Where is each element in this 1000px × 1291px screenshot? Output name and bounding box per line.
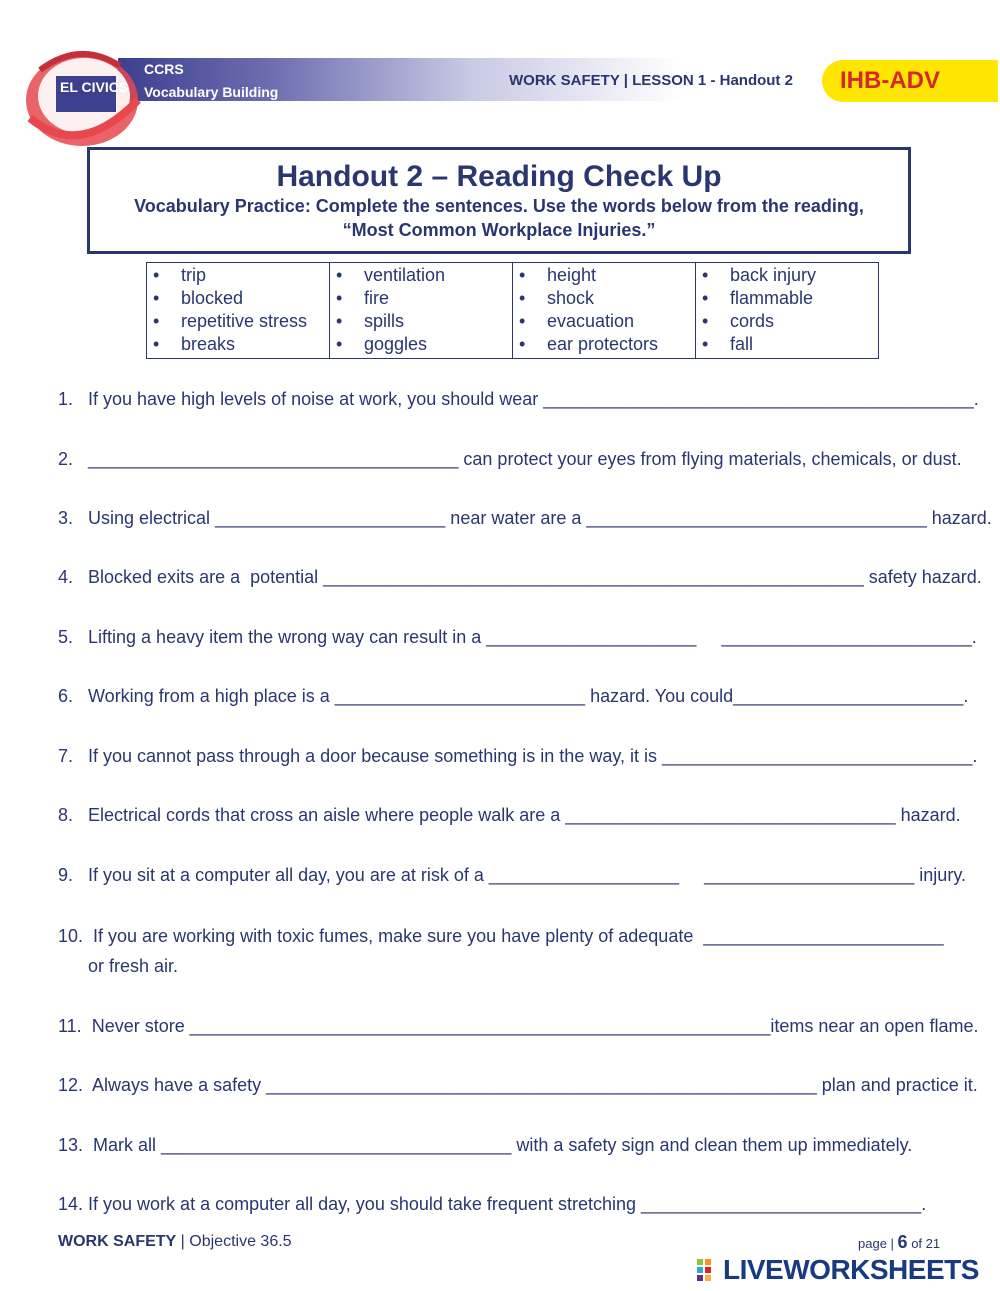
liveworksheets-text: LIVEWORKSHEETS <box>723 1254 979 1285</box>
page-label: page <box>858 1236 887 1251</box>
page-number: 6 <box>897 1232 908 1252</box>
question-6[interactable]: 6. Working from a high place is a _________________________ hazard. You could_______________________. <box>58 686 969 706</box>
question-13[interactable]: 13. Mark all ___________________________________ with a safety sign and clean them up immediately. <box>58 1135 913 1155</box>
question-10[interactable]: 10. If you are working with toxic fumes, make sure you have plenty of adequate ________________________ <box>58 926 944 946</box>
word-bank-item: • spills <box>336 310 512 333</box>
word-bank-column <box>147 263 330 359</box>
question-3[interactable]: 3. Using electrical _______________________ near water are a __________________________________ hazard. <box>58 508 992 528</box>
word-bank-item: • ear protectors <box>519 333 695 356</box>
footer-objective: Objective 36.5 <box>189 1233 292 1250</box>
word-bank-item: • height <box>519 264 695 287</box>
handout-title: Handout 2 – Reading Check Up <box>276 160 722 193</box>
instruction-line-1: Vocabulary Practice: Complete the sentences. Use the words below from the reading, <box>134 196 864 216</box>
word-bank-item: • blocked <box>153 287 329 310</box>
instruction-line-2: “Most Common Workplace Injuries.” <box>342 220 656 240</box>
word-bank-item: • fall <box>702 333 878 356</box>
word-bank-item: • back injury <box>702 264 878 287</box>
footer-topic: WORK SAFETY | Objective 36.5 <box>58 1233 292 1250</box>
question-11[interactable]: 11. Never store __________________________________________________________items near an open flame. <box>58 1016 979 1036</box>
question-2[interactable]: 2. _____________________________________ can protect your eyes from flying materials, chemicals, or dust. <box>58 449 962 469</box>
question-7[interactable]: 7. If you cannot pass through a door because something is in the way, it is _______________________________. <box>58 746 978 766</box>
lesson-title: WORK SAFETY | LESSON 1 - Handout 2 <box>509 72 793 89</box>
word-bank-item: • breaks <box>153 333 329 356</box>
word-bank-column <box>696 263 879 359</box>
question-5[interactable]: 5. Lifting a heavy item the wrong way can result in a _____________________ _________________________. <box>58 627 977 647</box>
level-text: IHB-ADV <box>840 67 940 94</box>
el-civics-logo <box>20 40 142 160</box>
word-bank-item: • flammable <box>702 287 878 310</box>
question-10-continuation: or fresh air. <box>88 956 179 976</box>
word-bank-column <box>513 263 696 359</box>
word-bank-item: • trip <box>153 264 329 287</box>
word-bank <box>146 262 879 359</box>
question-4[interactable]: 4. Blocked exits are a potential ______________________________________________________ safety hazard. <box>58 567 982 587</box>
question-12[interactable]: 12. Always have a safety _______________________________________________________ plan and practice it. <box>58 1075 978 1095</box>
word-bank-item: • goggles <box>336 333 512 356</box>
footer-topic-label: WORK SAFETY <box>58 1233 177 1250</box>
ccrs-label: CCRS <box>144 61 184 77</box>
word-bank-item: • shock <box>519 287 695 310</box>
question-14[interactable]: 14. If you work at a computer all day, you should take frequent stretching ____________________________. <box>58 1194 927 1214</box>
liveworksheets-brand[interactable] <box>697 1254 997 1286</box>
logo-text: EL CIVICS <box>60 79 129 95</box>
liveworksheets-icon <box>697 1259 719 1281</box>
question-8[interactable]: 8. Electrical cords that cross an aisle where people walk are a _________________________________ hazard. <box>58 805 961 825</box>
title-box <box>87 147 911 254</box>
word-bank-item: • evacuation <box>519 310 695 333</box>
word-bank-item: • fire <box>336 287 512 310</box>
word-bank-item: • ventilation <box>336 264 512 287</box>
page-indicator: page | 6 of 21 <box>858 1232 941 1252</box>
level-badge <box>822 60 998 102</box>
word-bank-item: • cords <box>702 310 878 333</box>
question-1[interactable]: 1. If you have high levels of noise at work, you should wear ___________________________________________. <box>58 389 979 409</box>
page-total: of 21 <box>911 1236 941 1251</box>
question-9[interactable]: 9. If you sit at a computer all day, you are at risk of a ___________________ _____________________ injury. <box>58 865 966 885</box>
vocabulary-building-label: Vocabulary Building <box>144 84 279 100</box>
word-bank-column <box>330 263 513 359</box>
word-bank-item: • repetitive stress <box>153 310 329 333</box>
